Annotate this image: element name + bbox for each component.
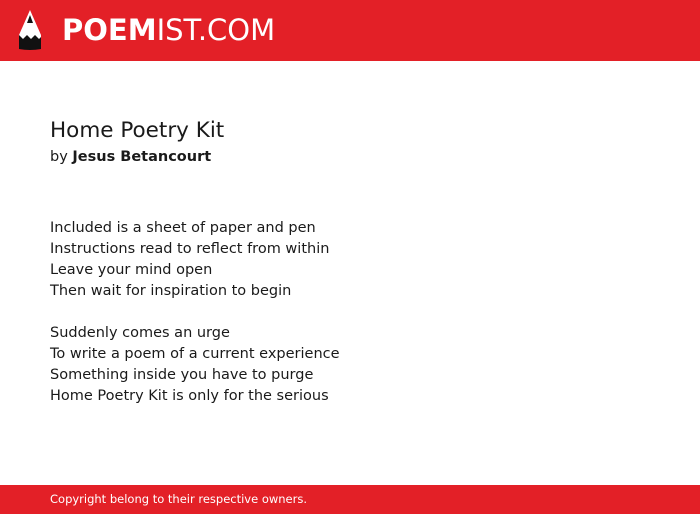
site-brand bbox=[62, 12, 275, 48]
poem-line: Something inside you have to purge bbox=[50, 367, 314, 383]
poem-line: Then wait for inspiration to begin bbox=[50, 283, 292, 299]
poem-line: Included is a sheet of paper and pen bbox=[50, 220, 316, 236]
poem-content bbox=[50, 116, 650, 407]
poem-line: Suddenly comes an urge bbox=[50, 325, 230, 341]
poem-stanza bbox=[50, 323, 650, 407]
poem-line: Instructions read to reflect from within bbox=[50, 241, 330, 257]
site-footer bbox=[0, 485, 700, 514]
poem-line: Home Poetry Kit is only for the serious bbox=[50, 388, 329, 404]
copyright-text: Copyright belong to their respective owners. bbox=[50, 492, 308, 506]
brand-bold: POEM bbox=[62, 13, 157, 47]
brand-light: IST.COM bbox=[156, 13, 276, 47]
poem-line: To write a poem of a current experience bbox=[50, 346, 340, 362]
poem-byline bbox=[50, 146, 650, 168]
pencil-icon bbox=[16, 9, 44, 51]
poem-line: Leave your mind open bbox=[50, 262, 213, 278]
poem-title: Home Poetry Kit bbox=[50, 118, 225, 143]
author-name: Jesus Betancourt bbox=[72, 149, 212, 165]
byline-by: by bbox=[50, 149, 68, 165]
site-header bbox=[0, 0, 700, 61]
poem-stanza bbox=[50, 218, 650, 302]
